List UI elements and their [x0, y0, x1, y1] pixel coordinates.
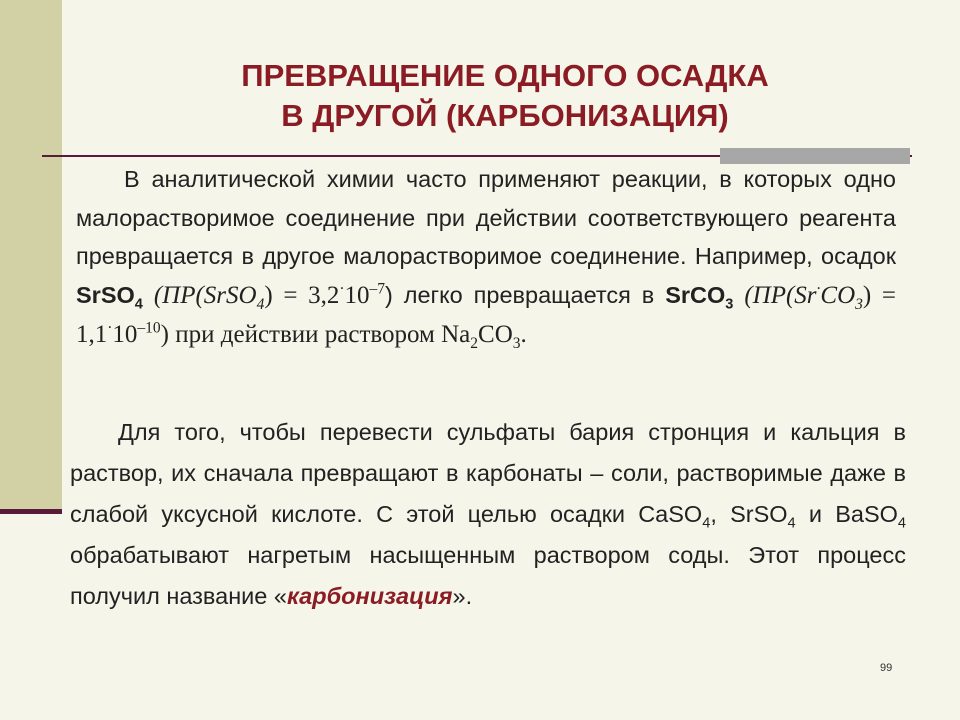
ksp-a-sub: 4 [256, 295, 265, 313]
srso4-sub-2: 4 [787, 515, 796, 532]
srso4-formula [76, 281, 143, 313]
p1-text-c: ) при действии раствором Na [160, 321, 471, 348]
ksp-b-sub: 3 [855, 295, 863, 313]
co3-base: CO [478, 321, 513, 348]
ksp-b-exp: –10 [137, 319, 161, 337]
p1-text-a: В аналитической химии часто применяют реакции, в которых одно малорастворимое соединение при действии соответствующего реагента превращается в другое малорастворимое соединение. Например, осадок [76, 166, 896, 269]
ksp-b-ten: 10 [112, 321, 138, 348]
ksp-a-close: ) = 3,2 [264, 281, 340, 309]
p2-text-b: , SrSO [710, 501, 788, 527]
ksp-srco3 [744, 280, 863, 313]
ksp-a-open: (ПР(SrSO [153, 281, 257, 309]
ksp-a-value [264, 282, 385, 309]
ksp-b-open: (ПР(Sr [744, 281, 817, 309]
p2-text-d: обрабатывают нагретым насыщенным раствором соды. Этот процесс получил название « [70, 542, 906, 609]
term-carbonization: карбонизация [286, 583, 453, 609]
paragraph-2 [70, 412, 906, 617]
sidebar-divider [0, 509, 62, 514]
baso4-sub: 4 [897, 515, 907, 532]
srso4-sub: 4 [134, 296, 143, 313]
ksp-a-ten: 10 [344, 281, 370, 309]
p1-end: . [520, 321, 527, 348]
p1-text-b: ) легко превращается в [385, 281, 666, 308]
ksp-b-dot: · [816, 280, 821, 298]
co3-sub: 3 [512, 335, 521, 352]
p2-text-c: и BaSO [795, 501, 898, 527]
slide-title [90, 56, 920, 136]
srco3-formula [665, 281, 734, 313]
ksp-b-dot2: · [107, 319, 113, 337]
p2-text-e: ». [452, 583, 473, 609]
page-number: 99 [880, 662, 893, 674]
caso4-sub: 4 [702, 515, 711, 532]
title-line-1: ПРЕВРАЩЕНИЕ ОДНОГО ОСАДКА [241, 58, 769, 93]
srco3-base: SrCO [665, 281, 726, 308]
p2-text-a: Для того, чтобы перевести сульфаты бария стронция и кальция в раствор, их сначала превращают в карбонаты – соли, растворимые даже в слабой уксусной кислоте. С этой целью осадки CaSO [70, 419, 906, 527]
ksp-a-exp: –7 [369, 280, 386, 298]
ksp-srso4 [153, 281, 265, 313]
ksp-a-dot: · [339, 280, 345, 298]
sidebar-decoration [0, 0, 62, 510]
title-line-2: В ДРУГОЙ (КАРБОНИЗАЦИЯ) [281, 98, 729, 133]
na-sub: 2 [470, 335, 479, 352]
srso4-base: SrSO [76, 281, 135, 308]
ksp-b-co: CO [820, 281, 856, 309]
ksp-b-close: ) = 1,1 [76, 281, 896, 348]
paragraph-1 [76, 160, 896, 355]
srco3-sub: 3 [725, 296, 734, 313]
